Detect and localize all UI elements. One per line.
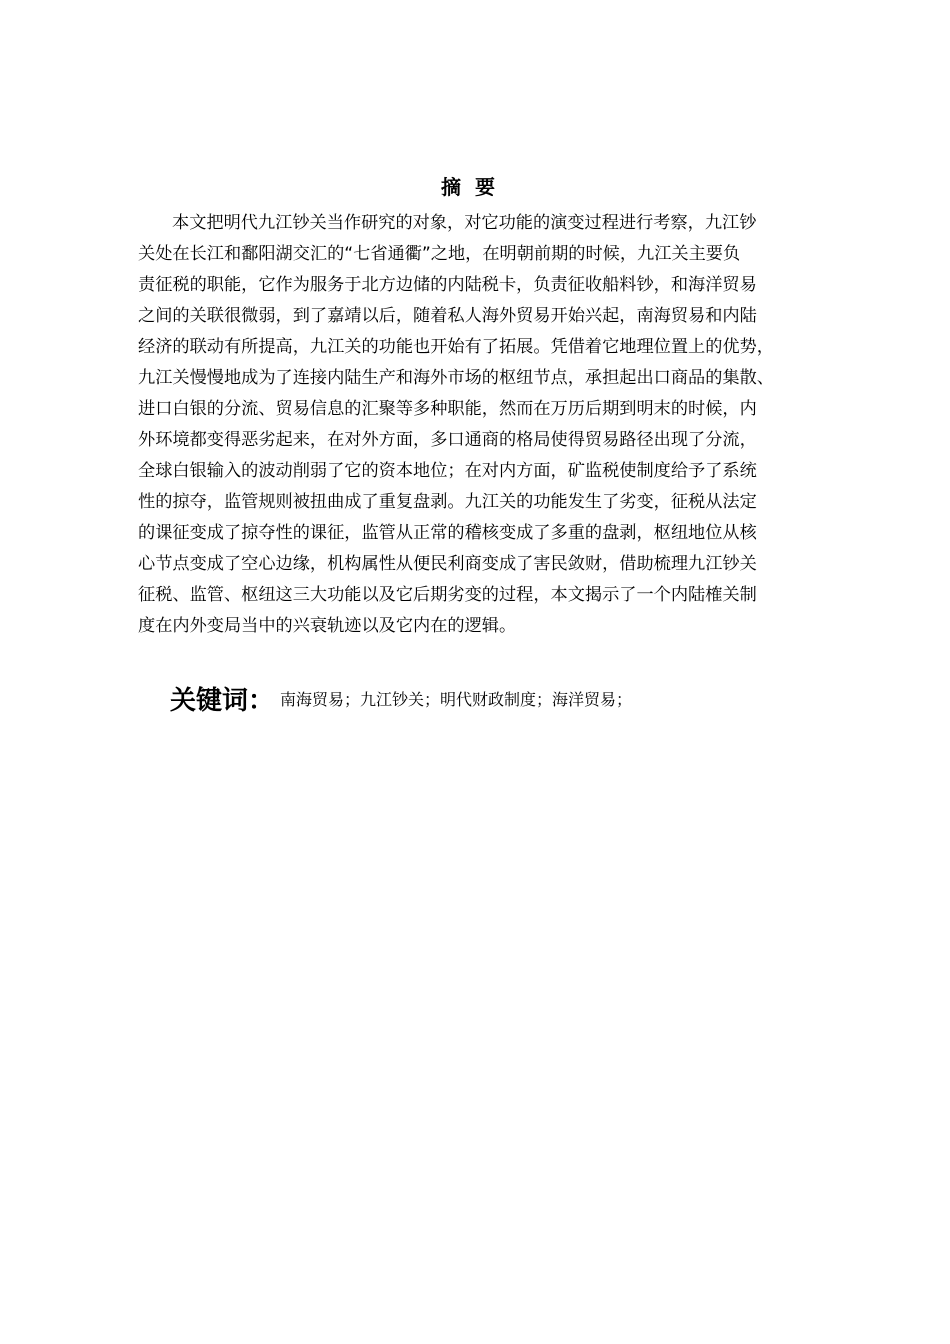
keywords-label: 关键词： [170,686,275,716]
abstract-line: 全球白银输入的波动削弱了它的资本地位；在对内方面，矿监税使制度给予了系统 [138,461,757,481]
abstract-line: 九江关慢慢地成为了连接内陆生产和海外市场的枢纽节点，承担起出口商品的集散、 [138,368,774,388]
keywords-row [170,680,850,717]
abstract-line: 责征税的职能，它作为服务于北方边储的内陆税卡，负责征收船料钞，和海洋贸易 [138,275,757,295]
abstract-line: 关处在长江和鄱阳湖交汇的“七省通衢”之地，在明朝前期的时候，九江关主要负 [138,244,741,264]
abstract-line: 经济的联动有所提高，九江关的功能也开始有了拓展。凭借着它地理位置上的优势， [138,337,774,357]
abstract-line: 本文把明代九江钞关当作研究的对象，对它功能的演变过程进行考察，九江钞 [172,213,757,233]
abstract-line: 的课征变成了掠夺性的课征，监管从正常的稽核变成了多重的盘剥，枢纽地位从核 [138,523,757,543]
abstract-line: 征税、监管、枢纽这三大功能以及它后期劣变的过程，本文揭示了一个内陆榷关制 [138,585,757,605]
abstract-line: 心节点变成了空心边缘，机构属性从便民利商变成了害民敛财，借助梳理九江钞关 [138,554,757,574]
abstract-title: 摘要 [441,175,509,199]
abstract-line: 外环境都变得恶劣起来，在对外方面，多口通商的格局使得贸易路径出现了分流， [138,430,757,450]
abstract-body [138,208,850,642]
abstract-line: 性的掠夺，监管规则被扭曲成了重复盘剥。九江关的功能发生了劣变，征税从法定 [138,492,757,512]
abstract-line: 进口白银的分流、贸易信息的汇聚等多种职能，然而在万历后期到明末的时候，内 [138,399,757,419]
abstract-line: 度在内外变局当中的兴衰轨迹以及它内在的逻辑。 [138,616,517,636]
abstract-line: 之间的关联很微弱，到了嘉靖以后，随着私人海外贸易开始兴起，南海贸易和内陆 [138,306,757,326]
keywords-list: 南海贸易；九江钞关；明代财政制度；海洋贸易； [280,690,633,709]
